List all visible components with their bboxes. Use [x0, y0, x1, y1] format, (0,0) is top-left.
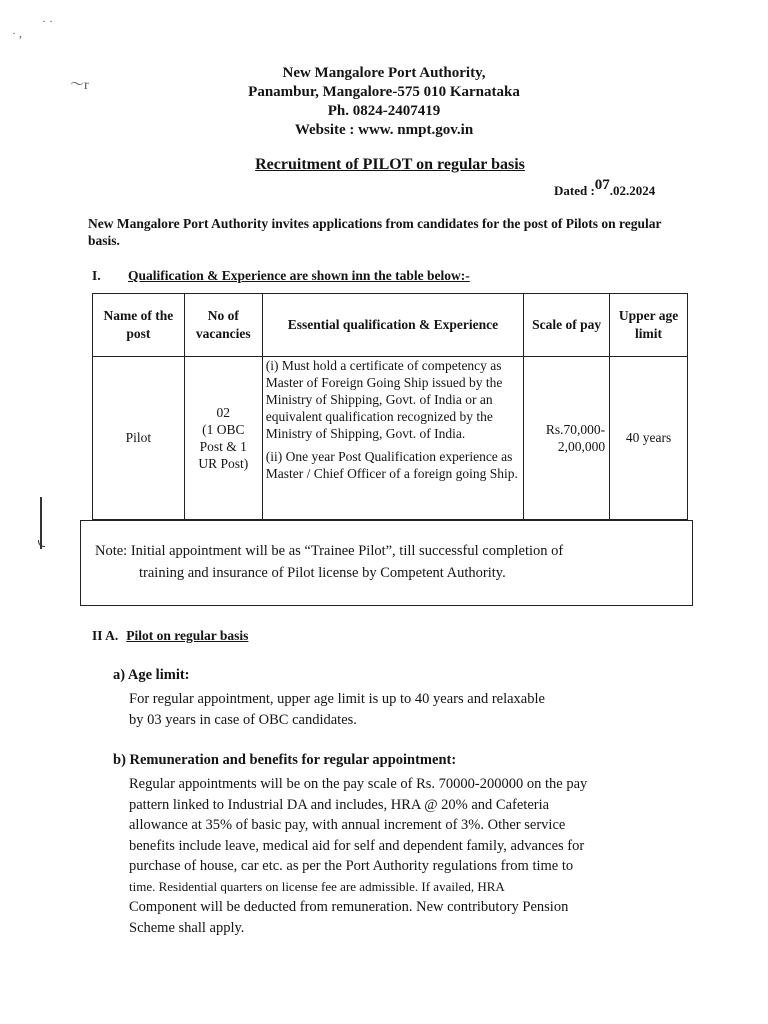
section-title: Qualification & Experience are shown inn the table below:-: [128, 268, 470, 283]
section-2-heading: [92, 628, 248, 644]
remuneration-line: benefits include leave, medical aid for self and dependent family, advances for: [129, 837, 585, 854]
qualification-2: (ii) One year Post Qualification experience as Master / Chief Officer of a foreign going Ship.: [265, 449, 518, 481]
page-title: Recruitment of PILOT on regular basis: [255, 156, 525, 173]
org-name: New Mangalore Port Authority,: [282, 65, 486, 81]
section-1-heading: [92, 268, 470, 284]
org-website: Website : www. nmpt.gov.in: [294, 122, 474, 138]
date-label: Dated :: [554, 183, 595, 198]
scan-mark: · ,: [12, 26, 22, 40]
pay-to: 2,00,000: [557, 439, 606, 454]
remuneration-line: pattern linked to Industrial DA and includes, HRA @ 20% and Cafeteria: [129, 796, 550, 813]
handwritten-mark: 〜r: [70, 78, 89, 93]
table-row: [93, 357, 688, 520]
org-address: Panambur, Mangalore-575 010 Karnataka: [248, 84, 520, 100]
age-limit-text: [129, 689, 689, 730]
remuneration-line: Component will be deducted from remuneration. New contributory Pension: [129, 899, 569, 915]
section-number: II A.: [92, 628, 119, 643]
remuneration-line: Regular appointments will be on the pay scale of Rs. 70000-200000 on the pay: [129, 776, 588, 792]
note-text: [95, 540, 685, 584]
note-line-2: training and insurance of Pilot license by Competent Authority.: [139, 565, 506, 581]
section-title: Pilot on regular basis: [126, 628, 249, 643]
remuneration-text: [129, 774, 689, 938]
cell-pay: [524, 357, 610, 520]
date-rest: .02.2024: [609, 183, 656, 198]
header-qualification: Essential qualification & Experience: [262, 294, 523, 357]
qualification-1: (i) Must hold a certificate of competency as Master of Foreign Going Ship issued by the Ministry of Shipping, Govt. of India or an equivalent qualification recognized by the Ministry of Shipping, Govt. of India.: [265, 358, 503, 441]
vacancies-count: 02: [216, 405, 231, 420]
remuneration-heading: b) Remuneration and benefits for regular appointment:: [113, 752, 457, 768]
header-vacancies: No of vacancies: [184, 294, 262, 357]
date-line: [554, 177, 656, 200]
intro-paragraph: New Mangalore Port Authority invites applications from candidates for the post of Pilots on regular basis.: [88, 216, 662, 248]
date-day-handwritten: 07: [594, 177, 610, 193]
remuneration-line: allowance at 35% of basic pay, with annual increment of 3%. Other service: [129, 817, 566, 833]
pay-from: Rs.70,000-: [545, 422, 606, 437]
age-limit-line: by 03 years in case of OBC candidates.: [129, 711, 357, 728]
scan-mark: · ·: [42, 14, 53, 28]
header-pay: Scale of pay: [524, 294, 610, 357]
section-number: I.: [92, 268, 101, 283]
table-header-row: [93, 294, 688, 357]
age-limit-line: For regular appointment, upper age limit is up to 40 years and relaxable: [129, 691, 545, 707]
remuneration-line: purchase of house, car etc. as per the Port Authority regulations from time to: [129, 858, 574, 874]
remuneration-line: Scheme shall apply.: [129, 919, 245, 936]
cell-vacancies: [184, 357, 262, 520]
cell-qualification: [262, 357, 523, 520]
cell-age: 40 years: [610, 357, 688, 520]
header-age: Upper age limit: [610, 294, 688, 357]
note-line-1: Note: Initial appointment will be as “Trainee Pilot”, till successful completion of: [95, 543, 564, 559]
vacancies-detail: (1 OBC Post & 1 UR Post): [198, 422, 249, 471]
age-limit-heading: a) Age limit:: [113, 667, 190, 683]
org-phone: Ph. 0824-2407419: [327, 103, 441, 119]
cell-post: Pilot: [93, 357, 185, 520]
header-post: Name of the post: [93, 294, 185, 357]
letterhead: [0, 64, 768, 140]
qualification-table: [92, 293, 688, 520]
remuneration-line: time. Residential quarters on license fee are admissible. If availed, HRA: [129, 878, 505, 894]
